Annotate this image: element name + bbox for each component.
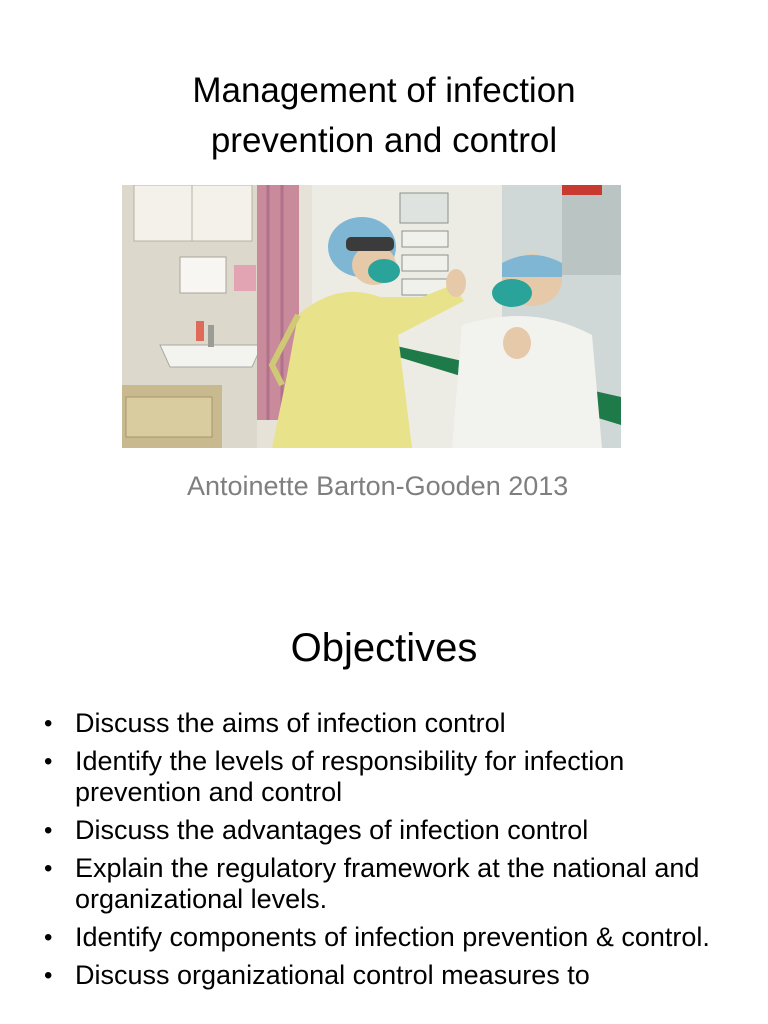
list-item-text: Discuss the advantages of infection control [75, 815, 589, 845]
list-item-text: Discuss organizational control measures to [75, 960, 590, 990]
bullet-icon: • [44, 962, 53, 989]
list-item [44, 708, 744, 739]
list-item-text: Identify components of infection prevention & control. [75, 922, 710, 952]
bullet-icon: • [44, 748, 53, 775]
photo-illustration [122, 185, 621, 448]
author-credit: Antoinette Barton-Gooden 2013 [187, 471, 569, 501]
list-item-text: Explain the regulatory framework at the national and organizational levels. [75, 853, 700, 914]
list-item [44, 746, 744, 808]
list-item [44, 815, 744, 846]
healthcare-workers-photo [122, 185, 621, 448]
slide-title-line-2: prevention and control [210, 121, 558, 160]
list-item [44, 922, 744, 953]
list-item [44, 853, 744, 915]
bullet-icon: • [44, 855, 53, 882]
slide-title [0, 66, 768, 166]
list-item-text: Identify the levels of responsibility for infection prevention and control [75, 746, 625, 807]
slide-title-line-1: Management of infection [192, 71, 576, 110]
list-item [44, 960, 744, 991]
bullet-icon: • [44, 924, 53, 951]
bullet-icon: • [44, 817, 53, 844]
list-item-text: Discuss the aims of infection control [75, 708, 506, 738]
bullet-icon: • [44, 710, 53, 737]
objectives-title: Objectives [290, 626, 478, 670]
objectives-slide [0, 576, 768, 1024]
objectives-list [44, 708, 744, 998]
